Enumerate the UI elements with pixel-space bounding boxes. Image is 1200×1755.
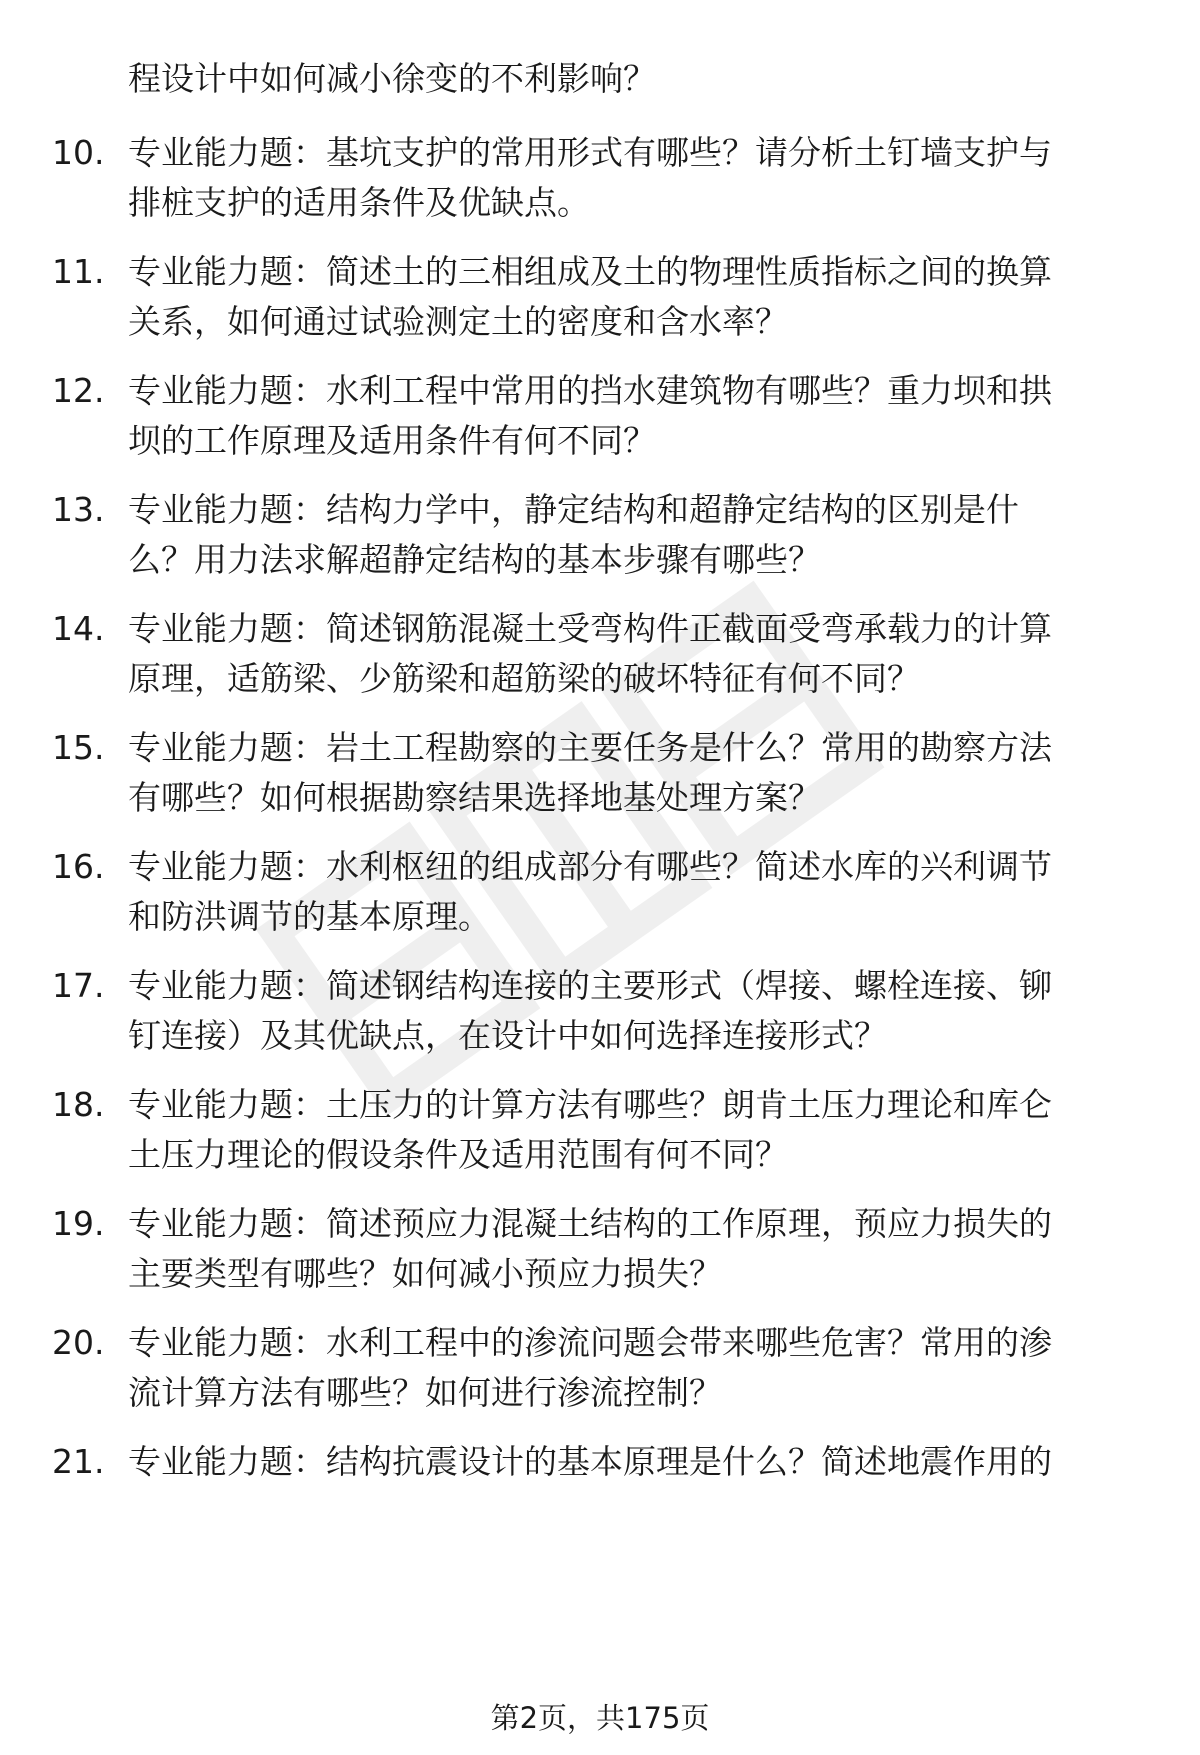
question-text-line-2: 关系，如何通过试验测定土的密度和含水率？ [128,302,788,341]
question-number: 16. [52,847,105,886]
question-text-line-1: 专业能力题：简述钢结构连接的主要形式（焊接、螺栓连接、铆 [128,966,1052,1005]
page-footer: 第2页，共175页 [490,1701,710,1735]
question-text-line-2: 钉连接）及其优缺点，在设计中如何选择连接形式？ [128,1016,887,1055]
question-text-line-1: 专业能力题：基坑支护的常用形式有哪些？请分析土钉墙支护与 [128,133,1052,172]
question-text-line-1: 专业能力题：结构抗震设计的基本原理是什么？简述地震作用的 [128,1442,1052,1481]
question-number: 18. [52,1085,105,1124]
question-number: 19. [52,1204,105,1243]
question-number: 20. [52,1323,105,1362]
question-number: 12. [52,371,105,410]
question-number: 14. [52,609,105,648]
question-text-line-2: 排桩支护的适用条件及优缺点。 [128,183,590,222]
question-text-line-1: 专业能力题：简述预应力混凝土结构的工作原理，预应力损失的 [128,1204,1052,1243]
question-number: 21. [52,1442,105,1481]
question-number: 13. [52,490,105,529]
question-text-line-2: 坝的工作原理及适用条件有何不同？ [128,421,656,460]
question-number: 17. [52,966,105,1005]
question-text-line-1: 专业能力题：简述土的三相组成及土的物理性质指标之间的换算 [128,252,1052,291]
question-text-line-2: 主要类型有哪些？如何减小预应力损失？ [128,1254,722,1293]
question-text-line-1: 专业能力题：水利工程中常用的挡水建筑物有哪些？重力坝和拱 [128,371,1052,410]
question-text-line-2: 原理，适筋梁、少筋梁和超筋梁的破坏特征有何不同？ [128,659,920,698]
question-text-line-1: 专业能力题：土压力的计算方法有哪些？朗肯土压力理论和库仑 [128,1085,1052,1124]
question-text-line-2: 么？用力法求解超静定结构的基本步骤有哪些？ [128,540,821,579]
question-text-line-1: 专业能力题：水利枢纽的组成部分有哪些？简述水库的兴利调节 [128,847,1052,886]
question-text-line-1: 专业能力题：水利工程中的渗流问题会带来哪些危害？常用的渗 [128,1323,1052,1362]
question-text-line-2: 土压力理论的假设条件及适用范围有何不同？ [128,1135,788,1174]
continuation-text: 程设计中如何减小徐变的不利影响？ [128,59,656,98]
question-text-line-2: 和防洪调节的基本原理。 [128,897,491,936]
question-text-line-2: 流计算方法有哪些？如何进行渗流控制？ [128,1373,722,1412]
question-text-line-1: 专业能力题：结构力学中，静定结构和超静定结构的区别是什 [128,490,1019,529]
question-text-line-1: 专业能力题：岩土工程勘察的主要任务是什么？常用的勘察方法 [128,728,1052,767]
question-number: 11. [52,252,105,291]
question-number: 15. [52,728,105,767]
question-text-line-2: 有哪些？如何根据勘察结果选择地基处理方案？ [128,778,821,817]
question-text-line-1: 专业能力题：简述钢筋混凝土受弯构件正截面受弯承载力的计算 [128,609,1052,648]
question-number: 10. [52,133,105,172]
